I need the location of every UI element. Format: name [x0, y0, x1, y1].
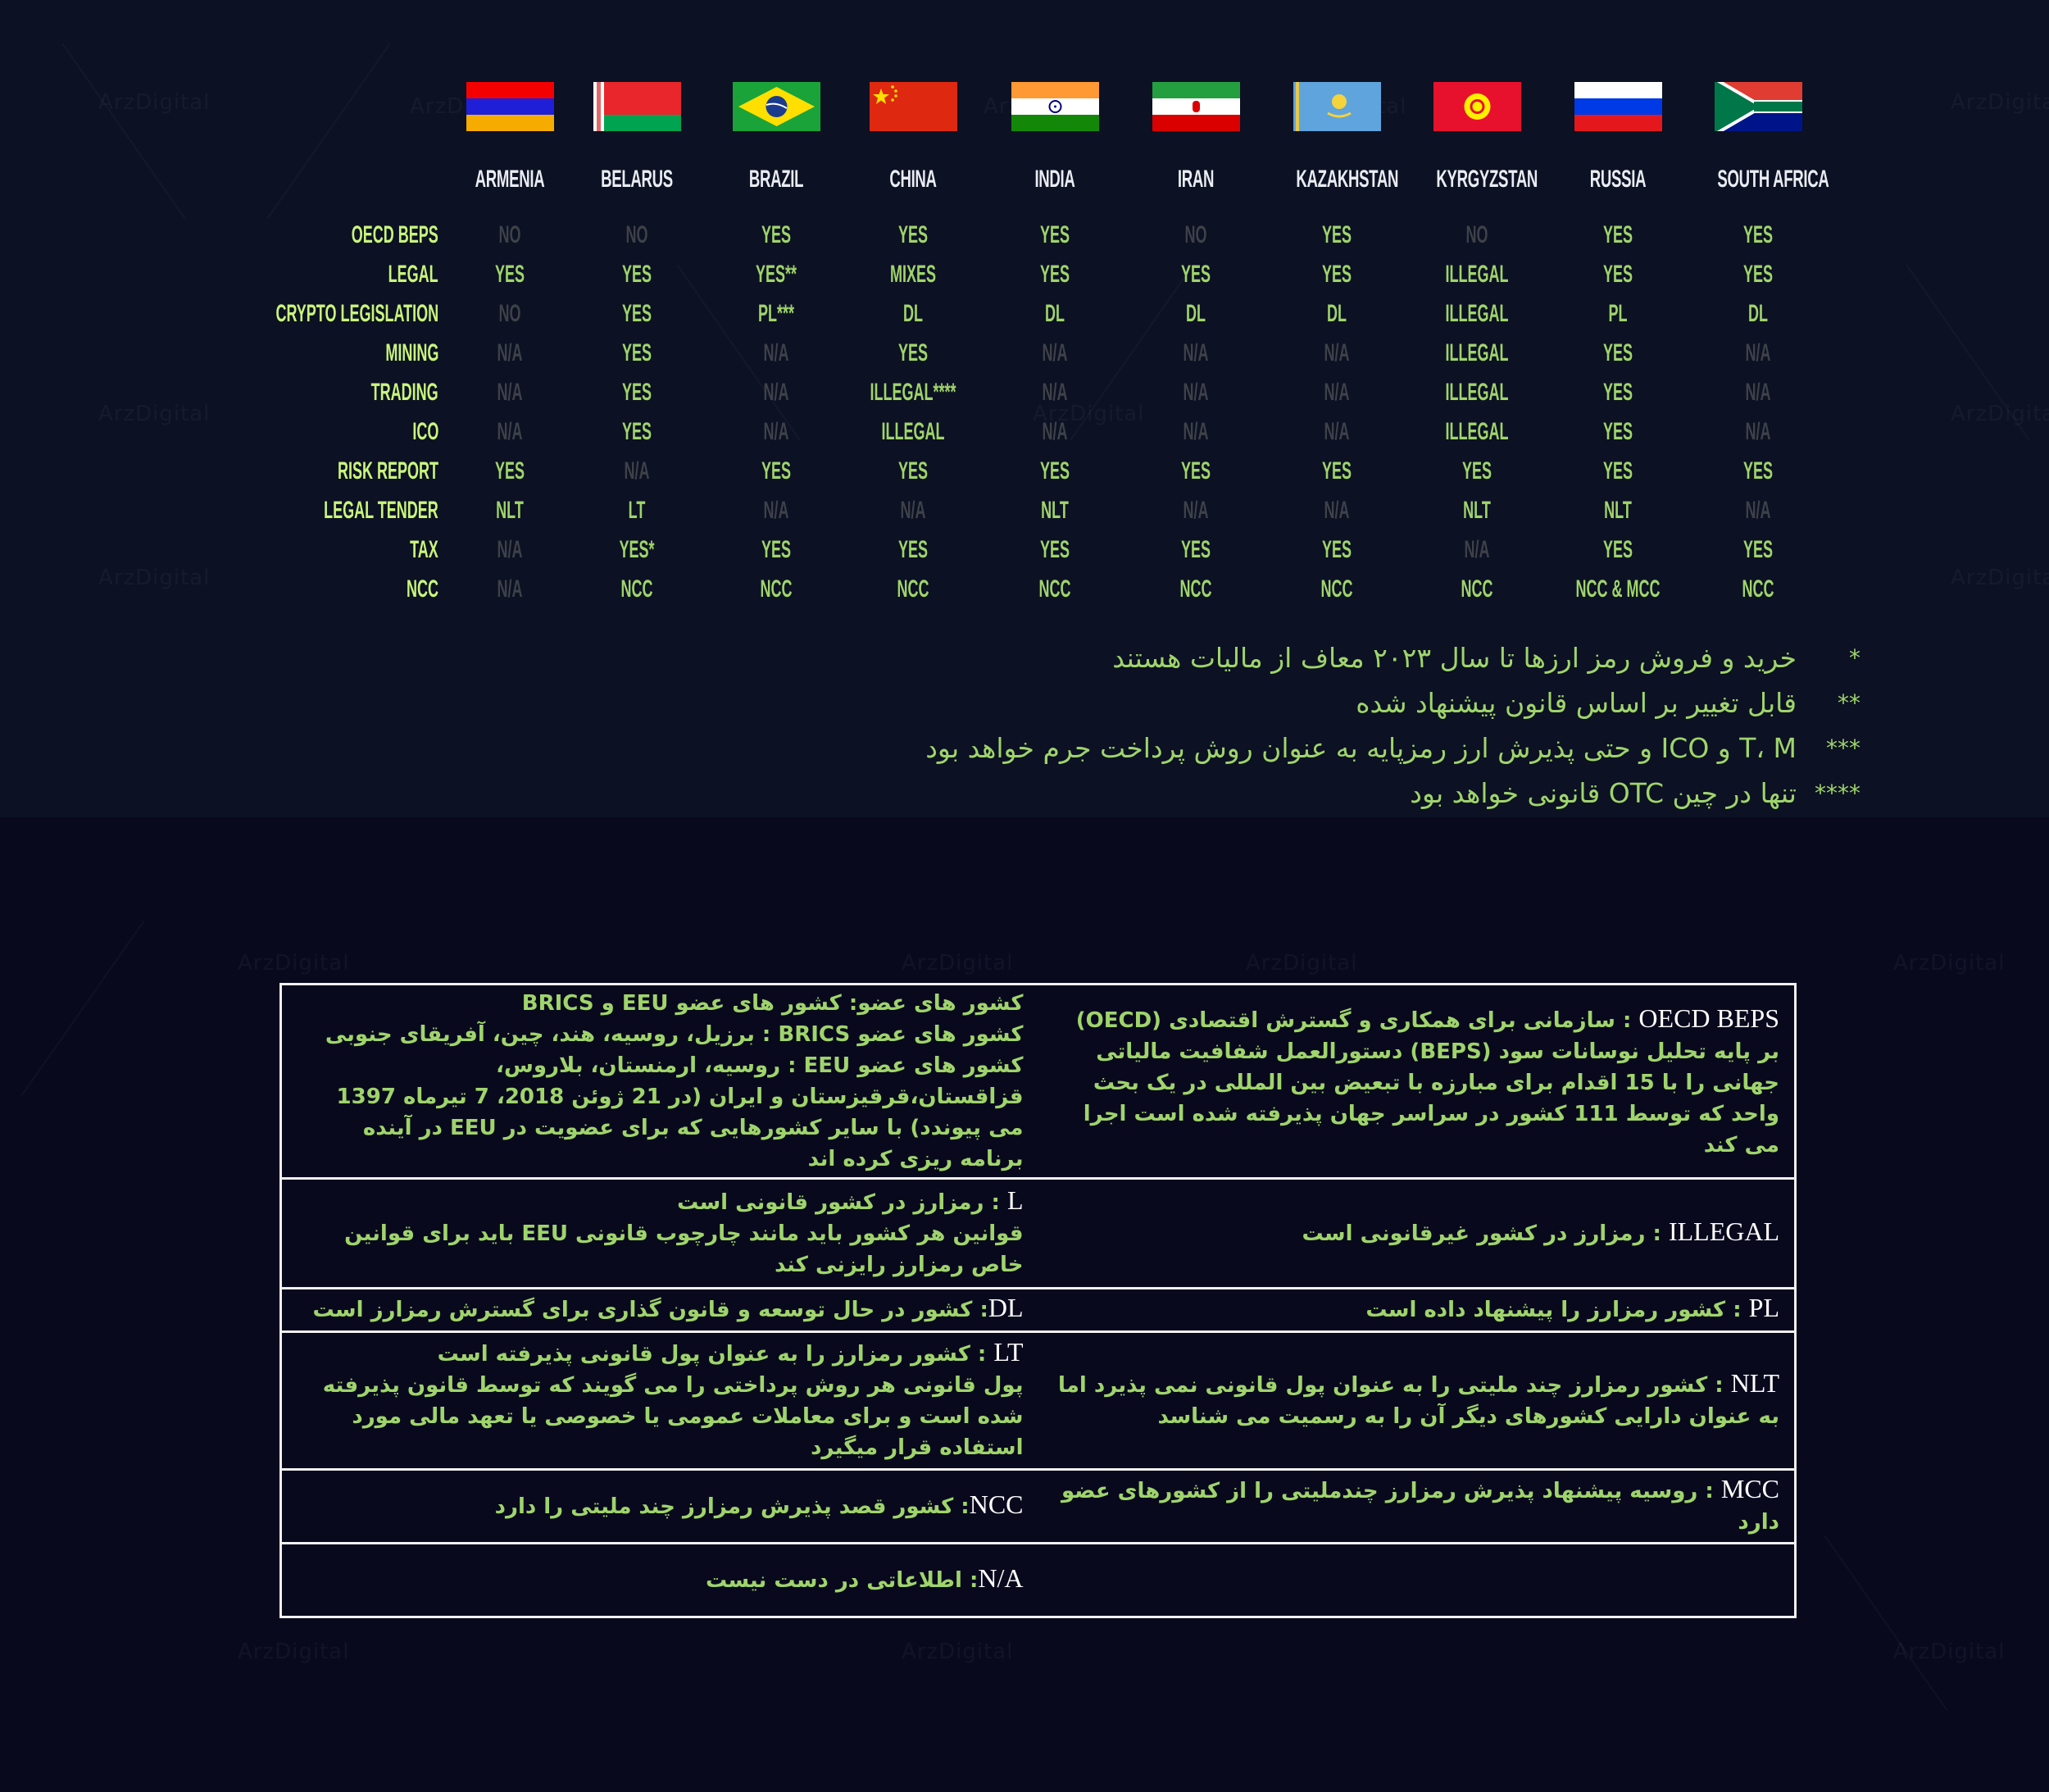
table-cell: YES**	[755, 261, 797, 288]
table-cell: N/A	[1324, 497, 1350, 524]
table-cell: N/A	[1324, 418, 1350, 445]
table-cell: ILLEGAL	[1445, 418, 1509, 445]
legend-ncc	[282, 1468, 1038, 1542]
legend-term: NLT	[1730, 1367, 1779, 1398]
table-cell: N/A	[497, 339, 523, 366]
legend-dl	[282, 1287, 1038, 1330]
table-cell: N/A	[1745, 339, 1771, 366]
table-cell: YES	[494, 261, 525, 288]
table-cell: N/A	[900, 497, 926, 524]
legend-pl	[1038, 1287, 1795, 1330]
table-cell: N/A	[1183, 497, 1209, 524]
legend-definition: : کشور رمزارز چند ملیتی را به عنوان پول قانونی نمی پذیرد اما به عنوان دارایی کشورهای دیگر آن را به رسمیت می شناسد	[1058, 1372, 1779, 1429]
row-label: MINING	[385, 339, 438, 366]
legend-row-lt-nlt	[282, 1330, 1794, 1471]
row-label: TRADING	[371, 379, 438, 406]
footnote-mark: *	[1849, 644, 1860, 671]
table-cell: YES	[761, 536, 792, 563]
table-cell: YES	[1602, 261, 1633, 288]
legend-term: DL	[988, 1293, 1024, 1322]
legend-l	[282, 1177, 1038, 1287]
country-name: ARMENIA	[475, 166, 545, 193]
table-cell: N/A	[763, 497, 789, 524]
table-cell: LT	[628, 497, 646, 524]
table-cell: YES	[1602, 221, 1633, 248]
legend-extra: قوانین هر کشور باید مانند چارچوب قانونی EEU باید برای قوانین خاص رمزارز رایزنی کند	[344, 1221, 1024, 1277]
table-cell: N/A	[763, 339, 789, 366]
table-cell: N/A	[497, 575, 523, 603]
legend-term: OECD BEPS	[1638, 1003, 1779, 1033]
country-china	[847, 82, 979, 193]
legend-definition: : کشور رمزارز را پیشنهاد داده است	[1365, 1298, 1749, 1322]
footnote-1	[925, 635, 1860, 680]
country-south-africa	[1692, 82, 1829, 193]
row-label: RISK REPORT	[337, 457, 438, 484]
table-cell: NO	[1465, 221, 1488, 248]
country-name: KYRGYZSTAN	[1436, 166, 1538, 193]
table-cell: NO	[625, 221, 648, 248]
watermark	[902, 1640, 1013, 1664]
legend-empty	[1038, 1542, 1795, 1616]
table-cell: NCC	[1179, 575, 1212, 603]
armenia-flag-icon	[466, 82, 554, 131]
country-name: SOUTH AFRICA	[1717, 166, 1829, 193]
table-cell: N/A	[763, 418, 789, 445]
table-cell: NCC & MCC	[1575, 575, 1661, 603]
table-cell: DL	[1045, 300, 1065, 327]
iran-flag-icon	[1152, 82, 1240, 131]
footnote-3	[925, 725, 1860, 771]
table-cell: YES	[1039, 261, 1070, 288]
table-cell: DL	[1186, 300, 1206, 327]
table-cell: ILLEGAL	[1445, 379, 1509, 406]
country-name: KAZAKHSTAN	[1296, 166, 1399, 193]
table-cell: YES	[1742, 221, 1774, 248]
legend-term: PL	[1748, 1293, 1779, 1322]
legend-term: LT	[993, 1336, 1024, 1367]
legend-row-membership	[282, 985, 1794, 1180]
watermark	[1246, 951, 1357, 976]
table-cell: NCC	[760, 575, 793, 603]
row-label: CRYPTO LEGISLATION	[275, 300, 438, 327]
background-line	[21, 921, 145, 1096]
legend-definition: : رمزارز در کشور قانونی است	[677, 1189, 1007, 1215]
table-cell: YES	[1742, 261, 1774, 288]
country-name: BELARUS	[601, 166, 673, 193]
table-cell: YES	[1602, 457, 1633, 484]
table-cell: YES	[621, 300, 652, 327]
table-cell: NLT	[1041, 497, 1069, 524]
table-cell: YES	[897, 536, 929, 563]
russia-flag-icon	[1574, 82, 1662, 131]
country-name: BRAZIL	[748, 166, 804, 193]
country-kazakhstan	[1271, 82, 1402, 193]
watermark	[238, 1640, 349, 1664]
legend-definition: : سازمانی برای همکاری و گسترش اقتصادی (OECD) بر پایه تحلیل نوسانات سود (BEPS) دستورالعمل شفافیت مالیاتی جهانی را با 15 اقدام برای مبارزه با تبعیض بین المللی در یک بحث واحد که توسط 111 کشور در سراسر جهان پذیرفته شده است اجرا می کند	[1075, 1007, 1779, 1158]
country-name: INDIA	[1034, 166, 1075, 193]
legend-definition: : کشور در حال توسعه و قانون گذاری برای گسترش رمزارز است	[312, 1298, 988, 1322]
table-cell: ILLEGAL	[1445, 300, 1509, 327]
table-cell: YES	[1602, 418, 1633, 445]
table-cell: N/A	[1324, 379, 1350, 406]
table-cell: ILLEGAL	[1445, 339, 1509, 366]
country-name: RUSSIA	[1589, 166, 1647, 193]
india-flag-icon	[1011, 82, 1099, 131]
table-cell: N/A	[1464, 536, 1490, 563]
legend-definition: : کشور رمزارز را به عنوان پول قانونی پذیرفته است	[437, 1341, 994, 1367]
country-name: CHINA	[889, 166, 937, 193]
row-label: ICO	[411, 418, 438, 445]
country-russia	[1552, 82, 1683, 193]
legend-oecd-beps	[1038, 985, 1795, 1177]
table-cell: N/A	[1042, 379, 1068, 406]
table-cell: YES	[1602, 339, 1633, 366]
table-cell: YES	[1321, 457, 1352, 484]
table-cell: NLT	[496, 497, 524, 524]
watermark	[1893, 951, 2005, 976]
watermark	[238, 951, 349, 976]
table-cell: N/A	[624, 457, 650, 484]
legend-definition: : کشور قصد پذیرش رمزارز چند ملیتی را دارد	[494, 1494, 970, 1519]
table-cell: YES	[1321, 221, 1352, 248]
legend-term: ILLEGAL	[1668, 1216, 1779, 1246]
table-cell: YES	[897, 339, 929, 366]
country-india	[989, 82, 1120, 193]
row-label: LEGAL	[388, 261, 438, 288]
table-cell: N/A	[497, 418, 523, 445]
legend-term: L	[1006, 1185, 1024, 1215]
legend-box	[279, 983, 1797, 1618]
table-cell: DL	[1748, 300, 1768, 327]
table-cell: DL	[1327, 300, 1347, 327]
legend-mcc	[1038, 1468, 1795, 1542]
legend-row-dl-pl	[282, 1287, 1794, 1333]
table-cell: YES	[621, 379, 652, 406]
legend-line: کشور های عضو EEU : روسیه، ارمنستان، بلاروس، قزاقستان،قرقیزستان و ایران (در 21 ژوئن 2018، 7 تیرماه 1397 می پیوندد) با سایر کشورهایی که برای عضویت در EEU در آینده برنامه ریزی کرده اند	[336, 1053, 1024, 1171]
background-line	[1824, 1535, 1948, 1711]
table-cell: N/A	[1183, 379, 1209, 406]
brazil-flag-icon	[733, 82, 820, 131]
table-cell: NO	[498, 300, 521, 327]
legend-row-ncc-mcc	[282, 1468, 1794, 1544]
country-belarus	[571, 82, 702, 193]
row-label: OECD BEPS	[351, 221, 438, 248]
table-cell: N/A	[1745, 497, 1771, 524]
table-cell: N/A	[1042, 339, 1068, 366]
south-africa-flag-icon	[1715, 82, 1802, 131]
table-cell: N/A	[497, 379, 523, 406]
table-cell: YES	[761, 457, 792, 484]
table-cell: YES	[494, 457, 525, 484]
legend-term: N/A	[978, 1562, 1024, 1593]
table-cell: N/A	[1183, 418, 1209, 445]
legend-term: MCC	[1720, 1473, 1779, 1503]
kyrgyzstan-flag-icon	[1433, 82, 1521, 131]
table-cell: YES	[1742, 457, 1774, 484]
legend-definition: : رمزارز در کشور غیرقانونی است	[1302, 1221, 1669, 1246]
table-cell: N/A	[1745, 379, 1771, 406]
table-cell: N/A	[1183, 339, 1209, 366]
table-cell: YES	[1461, 457, 1492, 484]
country-armenia	[444, 82, 575, 193]
footnote-2	[925, 680, 1860, 725]
table-cell: N/A	[1745, 418, 1771, 445]
table-cell: YES	[897, 457, 929, 484]
table-cell: N/A	[1042, 418, 1068, 445]
footnote-text: T، M و ICO و حتی پذیرش ارز رمزپایه به عنوان روش پرداخت جرم خواهد بود	[925, 732, 1797, 764]
legend-lt	[282, 1330, 1038, 1468]
table-cell: YES	[1742, 536, 1774, 563]
footnote-text: تنها در چین OTC قانونی خواهد بود	[1410, 777, 1797, 809]
footnote-mark: ***	[1826, 735, 1860, 762]
table-cell: ILLEGAL	[1445, 261, 1509, 288]
table-cell: N/A	[497, 536, 523, 563]
row-label: TAX	[410, 536, 438, 563]
table-cell: ILLEGAL	[881, 418, 945, 445]
footnote-text: قابل تغییر بر اساس قانون پیشنهاد شده	[1356, 687, 1797, 719]
table-cell: PL	[1608, 300, 1628, 327]
table-cell: ILLEGAL****	[870, 379, 956, 406]
table-cell: NO	[1184, 221, 1207, 248]
table-cell: YES	[621, 261, 652, 288]
legend-extra: پول قانونی هر روش پرداختی را می گویند که توسط قانون پذیرفته شده است و برای معاملات عمومی یا خصوصی یا تعهد مالی مورد استفاده قرار میگیرد	[322, 1372, 1024, 1460]
table-cell: YES	[897, 221, 929, 248]
table-cell: N/A	[1324, 339, 1350, 366]
table-cell: YES	[761, 221, 792, 248]
legend-row-na	[282, 1542, 1794, 1616]
kazakhstan-flag-icon	[1293, 82, 1381, 131]
table-cell: NLT	[1604, 497, 1632, 524]
table-cell: YES	[621, 418, 652, 445]
country-name: IRAN	[1177, 166, 1215, 193]
table-cell: NCC	[1320, 575, 1353, 603]
table-cell: YES	[1602, 379, 1633, 406]
table-cell: YES*	[619, 536, 655, 563]
table-cell: NCC	[1742, 575, 1774, 603]
table-cell: DL	[903, 300, 923, 327]
watermark	[1893, 1640, 2005, 1664]
table-cell: NCC	[897, 575, 929, 603]
belarus-flag-icon	[593, 82, 681, 131]
table-cell: MIXES	[889, 261, 937, 288]
legend-row-legal	[282, 1177, 1794, 1289]
table-cell: YES	[1602, 536, 1633, 563]
legend-term: NCC	[969, 1489, 1024, 1519]
footnote-text: خرید و فروش رمز ارزها تا سال ۲۰۲۳ معاف از مالیات هستند	[1112, 642, 1797, 674]
country-brazil	[711, 82, 842, 193]
table-cell: YES	[1321, 536, 1352, 563]
table-cell: YES	[1180, 261, 1211, 288]
legend-definition: : اطلاعاتی در دست نیست	[705, 1567, 979, 1593]
china-flag-icon	[870, 82, 957, 131]
legend-line: کشور های عضو BRICS : برزیل، روسیه، هند، چین، آفریقای جنوبی	[325, 1022, 1024, 1047]
legend-membership	[282, 985, 1038, 1177]
footnotes	[925, 635, 1860, 816]
legend-nlt	[1038, 1330, 1795, 1468]
table-cell: YES	[1039, 457, 1070, 484]
table-cell: PL***	[757, 300, 795, 327]
table-cell: NCC	[1461, 575, 1493, 603]
table-cell: YES	[1321, 261, 1352, 288]
table-cell: NLT	[1463, 497, 1491, 524]
country-kyrgyzstan	[1411, 82, 1542, 193]
table-cell: NCC	[1038, 575, 1071, 603]
table-cell: NCC	[620, 575, 653, 603]
watermark	[902, 951, 1013, 976]
table-cell: YES	[621, 339, 652, 366]
row-label: LEGAL TENDER	[324, 497, 438, 524]
table-cell: YES	[1180, 457, 1211, 484]
legend-definition: : روسیه پیشنهاد پذیرش رمزارز چندملیتی را از کشورهای عضو دارد	[1061, 1478, 1779, 1535]
table-cell: YES	[1180, 536, 1211, 563]
footnote-mark: ****	[1815, 780, 1860, 807]
table-cell: YES	[1039, 221, 1070, 248]
row-label: NCC	[407, 575, 438, 603]
footnote-4	[925, 771, 1860, 816]
table-cell: N/A	[763, 379, 789, 406]
legend-na	[282, 1542, 1038, 1616]
legend-illegal	[1038, 1177, 1795, 1287]
legend-line: کشور های عضو: کشور های عضو EEU و BRICS	[521, 991, 1024, 1016]
footnote-mark: **	[1838, 689, 1860, 716]
table-cell: NO	[498, 221, 521, 248]
country-iran	[1130, 82, 1261, 193]
table-cell: YES	[1039, 536, 1070, 563]
